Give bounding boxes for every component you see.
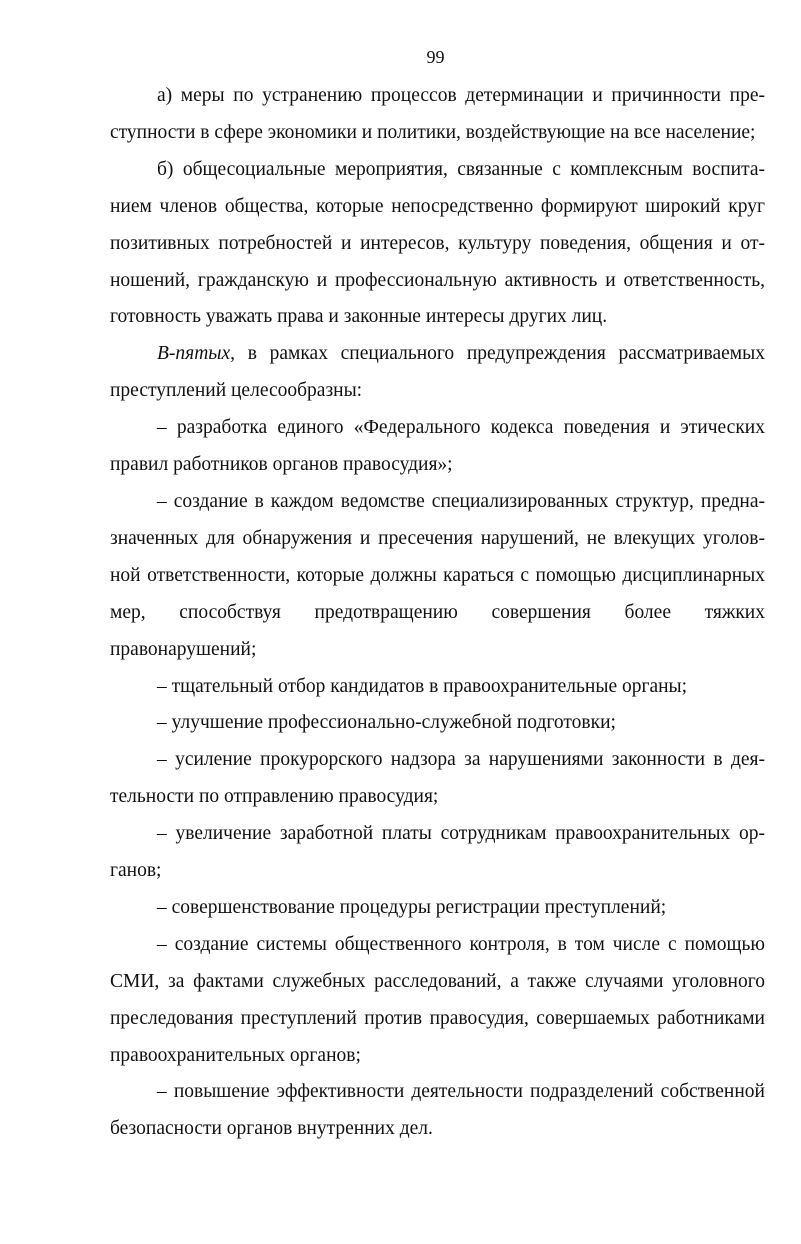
paragraph-fifthly-text: , в рамках специального предупреждения рассматриваемых преступлений целесообразны: bbox=[110, 343, 765, 402]
list-item-internal-security: – повышение эффективности деятельности подразделений собственной безопасности органов внутренних дел. bbox=[110, 1081, 765, 1140]
list-item-special-units: – создание в каждом ведомстве специализированных структур, предназначенных для обнаружения и пресечения нарушений, не влекущих уголовной ответственности, которые должны караться с помощью дисциплинарных мер, способствуя предотвращению совершения более тяжких правонарушений; bbox=[110, 490, 765, 660]
list-item-training: – улучшение профессионально-служебной подготовки; bbox=[157, 712, 616, 734]
list-item-ethics-code: – разработка единого «Федерального кодекса поведения и этических правил работников органов правосудия»; bbox=[110, 417, 765, 476]
list-item-public-control: – создание системы общественного контроля, в том числе с помощью СМИ, за фактами служебных расследований, а также случаями уголовного преследования преступлений против правосудия, совершаемых работниками правоохранительных органов; bbox=[110, 933, 765, 1066]
page-number: 99 bbox=[426, 47, 445, 67]
paragraph-item-b: б) общесоциальные мероприятия, связанные с комплексным воспитанием членов общества, которые непосредственно формируют широкий круг позитивных потребностей и интересов, культуру поведения, общения и отношений, гражданскую и профессиональную активность и ответственность, готовность уважать права и законные интересы других лиц. bbox=[110, 158, 765, 328]
page-body bbox=[110, 78, 765, 1148]
list-item-crime-registration: – совершенствование процедуры регистрации преступлений; bbox=[157, 896, 667, 918]
paragraph-item-a: а) меры по устранению процессов детерминации и причинности преступности в сфере экономики и политики, воздействующие на все население; bbox=[110, 85, 765, 143]
paragraph-lead-italic: В-пятых bbox=[157, 343, 231, 365]
list-item-salary: – увеличение заработной платы сотрудникам правоохранительных органов; bbox=[110, 823, 765, 882]
list-item-prosecutor-oversight: – усиление прокурорского надзора за нарушениями законности в деятельности по отправлению правосудия; bbox=[110, 749, 765, 808]
paragraph-fifthly bbox=[110, 336, 765, 410]
list-item-candidate-selection: – тщательный отбор кандидатов в правоохранительные органы; bbox=[157, 675, 688, 697]
